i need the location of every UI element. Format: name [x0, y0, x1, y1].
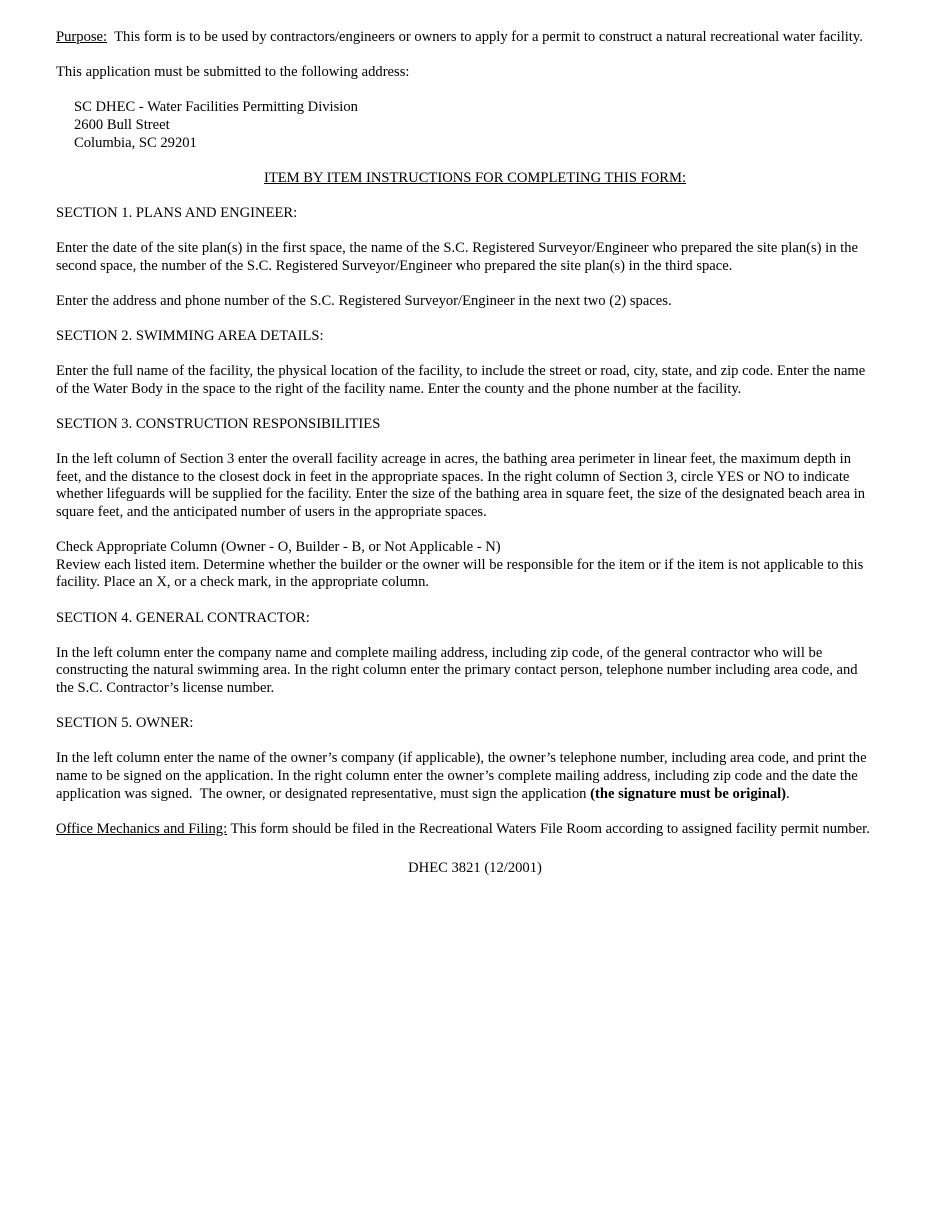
- text-line: SC DHEC - Water Facilities Permitting Division: [74, 99, 358, 116]
- text-line: In the left column of Section 3 enter the overall facility acreage in acres, the bathing area perimeter in linear feet, the maximum depth in: [56, 451, 852, 468]
- section1-heading: SECTION 1. PLANS AND ENGINEER:: [56, 204, 298, 221]
- section3-heading: SECTION 3. CONSTRUCTION RESPONSIBILITIES: [56, 416, 381, 433]
- text-line: Enter the address and phone number of the S.C. Registered Surveyor/Engineer in the next two (2) spaces.: [56, 292, 672, 309]
- mailing-address: [56, 99, 916, 152]
- text-line: feet, and the distance to the closest dock in feet in the appropriate spaces. In the right column of Section 3, circle YES or NO to indicate: [56, 468, 850, 485]
- text-line: second space, the number of the S.C. Registered Surveyor/Engineer who prepared the site plan(s) in the third space.: [56, 257, 733, 274]
- text-line: 2600 Bull Street: [74, 116, 170, 133]
- text-line: of the Water Body in the space to the right of the facility name. Enter the county and the phone number at the facility.: [56, 380, 742, 397]
- text-line: Enter the date of the site plan(s) in the first space, the name of the S.C. Registered Surveyor/Engineer who prepared the site plan(s) in the: [56, 240, 859, 257]
- section4-heading: SECTION 4. GENERAL CONTRACTOR:: [56, 609, 310, 626]
- text-line: facility. Place an X, or a check mark, in the appropriate column.: [56, 574, 430, 591]
- text-line: whether lifeguards will be supplied for the facility. Enter the size of the bathing area in square feet, the size of the designated beach area in: [56, 486, 866, 503]
- section1-paragraph-2: [56, 293, 916, 311]
- section3-paragraph-1: [56, 451, 916, 521]
- section3-paragraph-2: [56, 539, 916, 592]
- section5-heading: SECTION 5. OWNER:: [56, 715, 194, 732]
- section2-heading: SECTION 2. SWIMMING AREA DETAILS:: [56, 328, 324, 345]
- form-number: DHEC 3821 (12/2001): [408, 860, 542, 877]
- text-line: Check Appropriate Column (Owner - O, Builder - B, or Not Applicable - N): [56, 539, 501, 556]
- text-line: [56, 786, 916, 804]
- text-line: square feet, and the anticipated number of users in the appropriate spaces.: [56, 504, 487, 521]
- text-line: constructing the natural swimming area. In the right column enter the primary contact person, telephone number including area code, and: [56, 662, 858, 679]
- section5-paragraph-1: [56, 750, 916, 803]
- section4-paragraph-1: [56, 645, 916, 698]
- purpose-statement: [56, 29, 916, 47]
- office-label: Office Mechanics and Filing:: [56, 820, 228, 837]
- instructions-document: [56, 29, 916, 878]
- submit-intro: This application must be submitted to the following address:: [56, 64, 410, 81]
- office-text: This form should be filed in the Recreational Waters File Room according to assigned facility permit number.: [227, 820, 870, 837]
- signature-emphasis: (the signature must be original): [590, 785, 787, 802]
- office-filing: [56, 821, 916, 839]
- text-line: Columbia, SC 29201: [74, 134, 197, 151]
- text-line: Review each listed item. Determine whether the builder or the owner will be responsible for the item or if the item is not applicable to this: [56, 556, 864, 573]
- purpose-text: This form is to be used by contractors/engineers or owners to apply for a permit to construct a natural recreational water facility.: [107, 29, 863, 45]
- section1-paragraph-1: [56, 240, 916, 275]
- text-line: Enter the full name of the facility, the physical location of the facility, to include the street or road, city, state, and zip code. Enter the name: [56, 363, 866, 380]
- purpose-label: Purpose:: [56, 29, 108, 45]
- text-line: In the left column enter the name of the owner’s company (if applicable), the owner’s telephone number, including area code, and print the: [56, 750, 867, 767]
- text-line: name to be signed on the application. In the right column enter the owner’s complete mailing address, including zip code and the date the: [56, 767, 858, 784]
- instructions-heading: ITEM BY ITEM INSTRUCTIONS FOR COMPLETING THIS FORM:: [263, 169, 687, 186]
- section5-lines: [56, 750, 916, 785]
- signature-end: .: [786, 785, 790, 802]
- section2-paragraph-1: [56, 363, 916, 398]
- text-line: In the left column enter the company name and complete mailing address, including zip code, of the general contractor who will be: [56, 644, 823, 661]
- signature-text: application was signed. The owner, or designated representative, must sign the application: [56, 785, 591, 802]
- text-line: the S.C. Contractor’s license number.: [56, 679, 275, 696]
